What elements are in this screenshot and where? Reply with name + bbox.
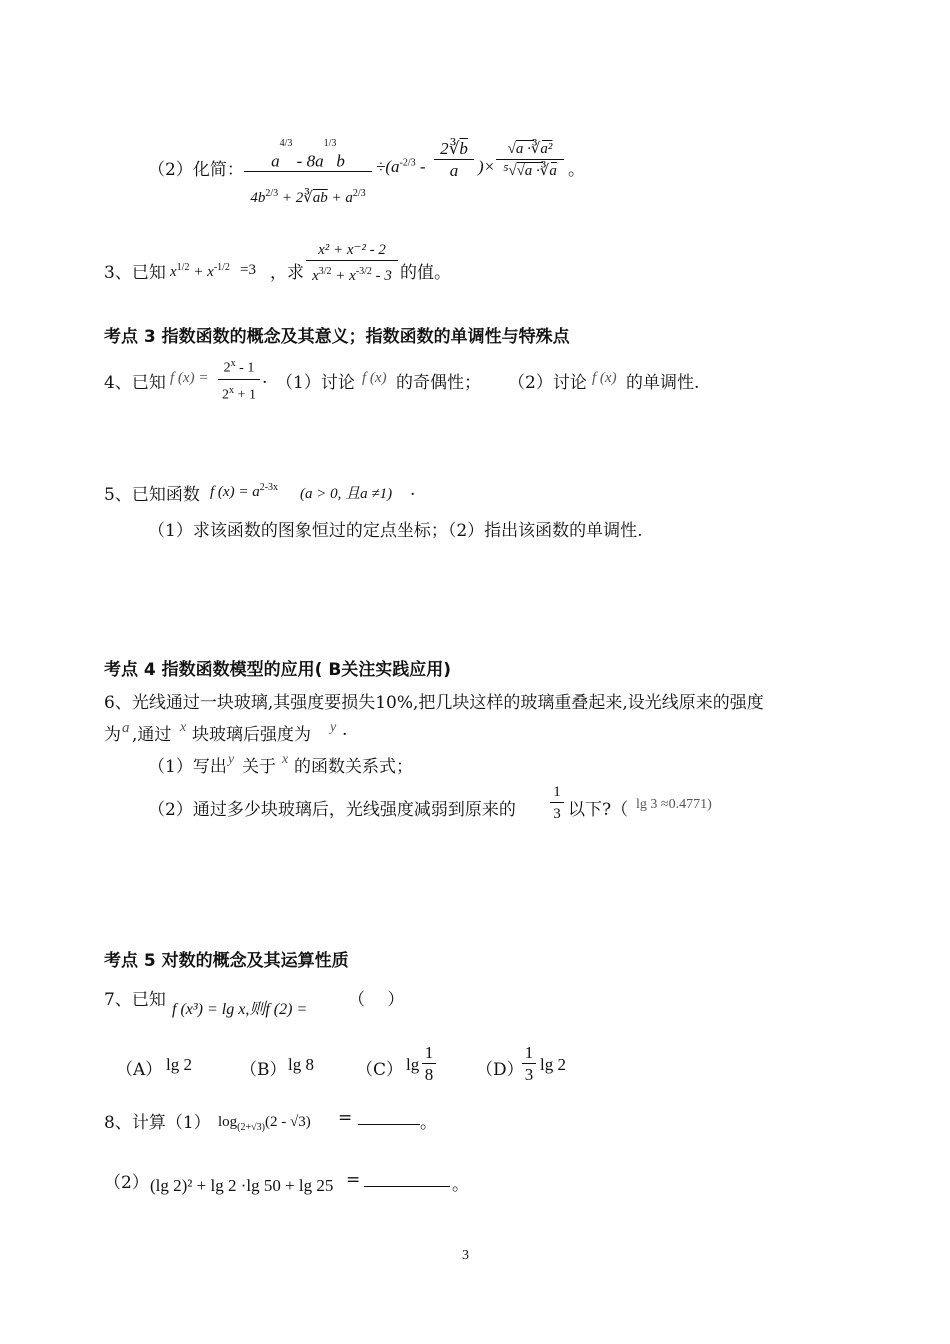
q8-end2: 。 — [452, 1175, 469, 1195]
q5-subparts: （1）求该函数的图象恒过的定点坐标；（2）指出该函数的单调性. — [148, 521, 643, 541]
q7-option-c-label: （C） — [356, 1060, 404, 1080]
q7-expression: f (x³) = lg x,则f (2) = — [172, 1001, 308, 1018]
q6-one-third: $\frac{1}{3}$ — [550, 782, 564, 825]
section-heading-3: 考点 3 指数函数的概念及其意义；指数函数的单调性与特殊点 — [104, 327, 570, 347]
q6-var-x: x — [180, 720, 187, 735]
q7-option-c-value: lg — [406, 1055, 420, 1074]
q7-option-b-value: lg 8 — [288, 1055, 314, 1074]
q4-function: f (x) = — [170, 370, 209, 386]
q7-option-b-label: （B） — [240, 1060, 287, 1080]
q5-prefix: 5、已知函数 — [104, 485, 200, 505]
q6-line1: 6、光线通过一块玻璃,其强度要损失10%,把几块这样的玻璃重叠起来,设光线原来的强度 — [104, 693, 764, 713]
q3-suffix: 的值。 — [400, 263, 451, 283]
q6-sub2a: （2）通过多少块玻璃后，光线强度减弱到原来的 — [148, 800, 516, 820]
q4-fraction: $\frac{2^x - 1}{2^x + 1}$ — [218, 354, 260, 406]
q8-eq2: = — [346, 1170, 361, 1190]
q6-line2d: . — [342, 720, 348, 740]
q6-log-hint: lg 3 ≈0.4771) — [636, 797, 712, 812]
q7-option-a-value: lg 2 — [166, 1055, 192, 1074]
q6-line2a: 为 — [104, 725, 121, 745]
q7-option-d-value: lg 2 — [540, 1055, 566, 1074]
section-heading-5: 考点 5 对数的概念及其运算性质 — [104, 951, 349, 971]
q6-sub2b: 以下?（ — [568, 800, 629, 820]
q8-end1: 。 — [420, 1113, 437, 1133]
q7-option-d-label: （D） — [476, 1060, 524, 1080]
q8-part2: （2） — [104, 1173, 149, 1193]
q7-option-a-label: （A） — [116, 1060, 163, 1080]
q5-function: f $(x) = a^{2-3x}$ — [210, 482, 279, 500]
q6-sub1a: （1）写出 — [148, 757, 227, 777]
page-number: 3 — [462, 1248, 469, 1263]
q4-part2-tail: 的单调性. — [626, 373, 700, 393]
q8-answer-blank-2[interactable] — [364, 1186, 450, 1187]
q2-2-prefix: （2）化简： — [148, 160, 244, 180]
q7-prefix: 7、已知 — [104, 990, 166, 1010]
q4-part1: （1）讨论 — [276, 373, 355, 393]
q6-var-y: y — [330, 720, 337, 735]
q2-2-suffix: 。 — [568, 160, 585, 180]
q4-fx-1: f (x) — [362, 370, 387, 386]
section-heading-4: 考点 4 指数函数模型的应用( B关注实践应用) — [104, 660, 452, 680]
q6-line2c: 块玻璃后强度为 — [192, 725, 311, 745]
q2-2-expression: $a^{4/3} - 8a^{1/3}b$ $4b^{2/3}$ + $2∛\overline{ab} + a^{2/3}$ $\div(a^{-2/3}$ - $\frac{2∛\overline{b}}{a}$ )× $\frac{\text{√a ·∛a²}}{\text{⁵√√a ·∛a}}$ — [244, 133, 574, 213]
q4-prefix: 4、已知 — [104, 373, 166, 393]
q8-answer-blank-1[interactable] — [358, 1124, 420, 1125]
q3-given-value: =3 — [240, 262, 256, 278]
q8-log-expr: $\log_{(2+√3)}(2 - √3)$ — [218, 1114, 311, 1133]
q6-sub1b: 关于 — [242, 757, 276, 777]
q3-given: $x^{1/2} + x^{-1/2}$ — [170, 262, 230, 280]
q8-expr2: (lg 2)² + lg 2 ·lg 50 + lg 25 — [150, 1176, 334, 1195]
q3-fraction: $\frac{\text{x² + x⁻² - 2}}{x^{3/2} + x^{-3/2} - 3}$ — [306, 240, 398, 287]
q3-mid: ，求 — [270, 263, 304, 283]
q7-option-d-frac: $\frac{1}{3}$ — [522, 1043, 536, 1086]
q6-var-a: a — [122, 720, 130, 736]
q8-eq1: = — [338, 1108, 353, 1128]
q7-option-c-frac: $\frac{1}{8}$ — [422, 1043, 436, 1086]
q6-line2b: ,通过 — [132, 725, 172, 745]
q5-condition: (a > 0, 且a ≠1) — [300, 486, 393, 502]
q4-fx-2: f (x) — [592, 370, 617, 386]
q6-sub1c: 的函数关系式； — [294, 757, 413, 777]
q4-part2: （2）讨论 — [508, 373, 587, 393]
q8-prefix: 8、计算（1） — [104, 1113, 211, 1133]
q3-prefix: 3、已知 — [104, 263, 166, 283]
q4-part1-tail: 的奇偶性； — [396, 373, 481, 393]
q7-answer-paren: （ ） — [348, 990, 405, 1010]
